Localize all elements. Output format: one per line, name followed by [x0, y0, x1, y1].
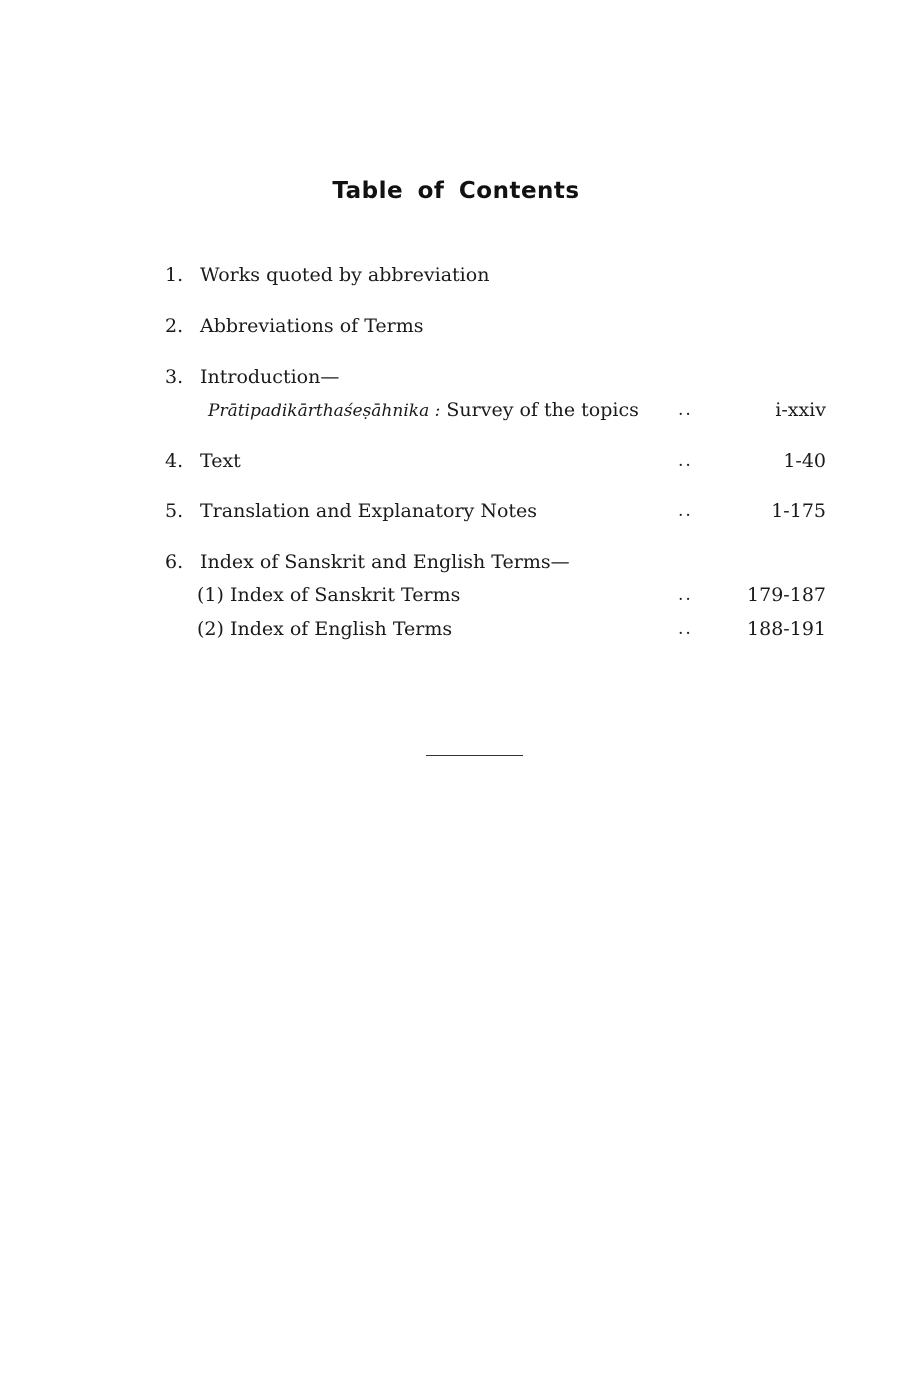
entry-sublabel: (2) Index of English Terms: [197, 618, 453, 640]
leader-dots: ..: [678, 501, 693, 521]
toc-entry-2: [0, 311, 912, 341]
toc-entry-1: [0, 260, 912, 290]
entry-label: Introduction—: [200, 366, 340, 388]
entry-number: 1.: [165, 264, 184, 286]
toc-entry-3-subtitle: [0, 395, 912, 425]
page-title: Table of Contents: [332, 178, 580, 204]
entry-number: 6.: [165, 551, 184, 573]
entry-label: Text: [200, 450, 241, 472]
entry-label: Translation and Explanatory Notes: [200, 500, 538, 522]
entry-number: 5.: [165, 500, 184, 522]
sanskrit-title: Prātipadikārthaśeṣāhnika :: [208, 401, 441, 421]
entry-label: Works quoted by abbreviation: [200, 264, 490, 286]
entry-sublabel: (1) Index of Sanskrit Terms: [197, 584, 461, 606]
entry-subtext: Survey of the topics: [440, 399, 639, 421]
toc-entry-6-sub-2: [0, 614, 912, 644]
leader-dots: ..: [678, 451, 693, 471]
toc-entry-6-sub-1: [0, 580, 912, 610]
toc-entry-3: [0, 362, 912, 392]
leader-dots: ..: [678, 619, 693, 639]
leader-dots: ..: [678, 585, 693, 605]
entry-number: 3.: [165, 366, 184, 388]
entry-label: Abbreviations of Terms: [200, 315, 424, 337]
toc-entry-5: [0, 496, 912, 526]
entry-number: 2.: [165, 315, 184, 337]
page-range: 179-187: [747, 584, 826, 606]
leader-dots: ..: [678, 400, 693, 420]
entry-sublabel: [208, 395, 639, 426]
entry-number: 4.: [165, 450, 184, 472]
entry-label: Index of Sanskrit and English Terms—: [200, 551, 570, 573]
page-range: i-xxiv: [775, 399, 826, 421]
page-range: 188-191: [747, 618, 826, 640]
page-range: 1-175: [771, 500, 826, 522]
end-rule-divider: [426, 755, 523, 756]
toc-entry-4: [0, 446, 912, 476]
page-range: 1-40: [783, 450, 826, 472]
toc-entry-6: [0, 547, 912, 577]
